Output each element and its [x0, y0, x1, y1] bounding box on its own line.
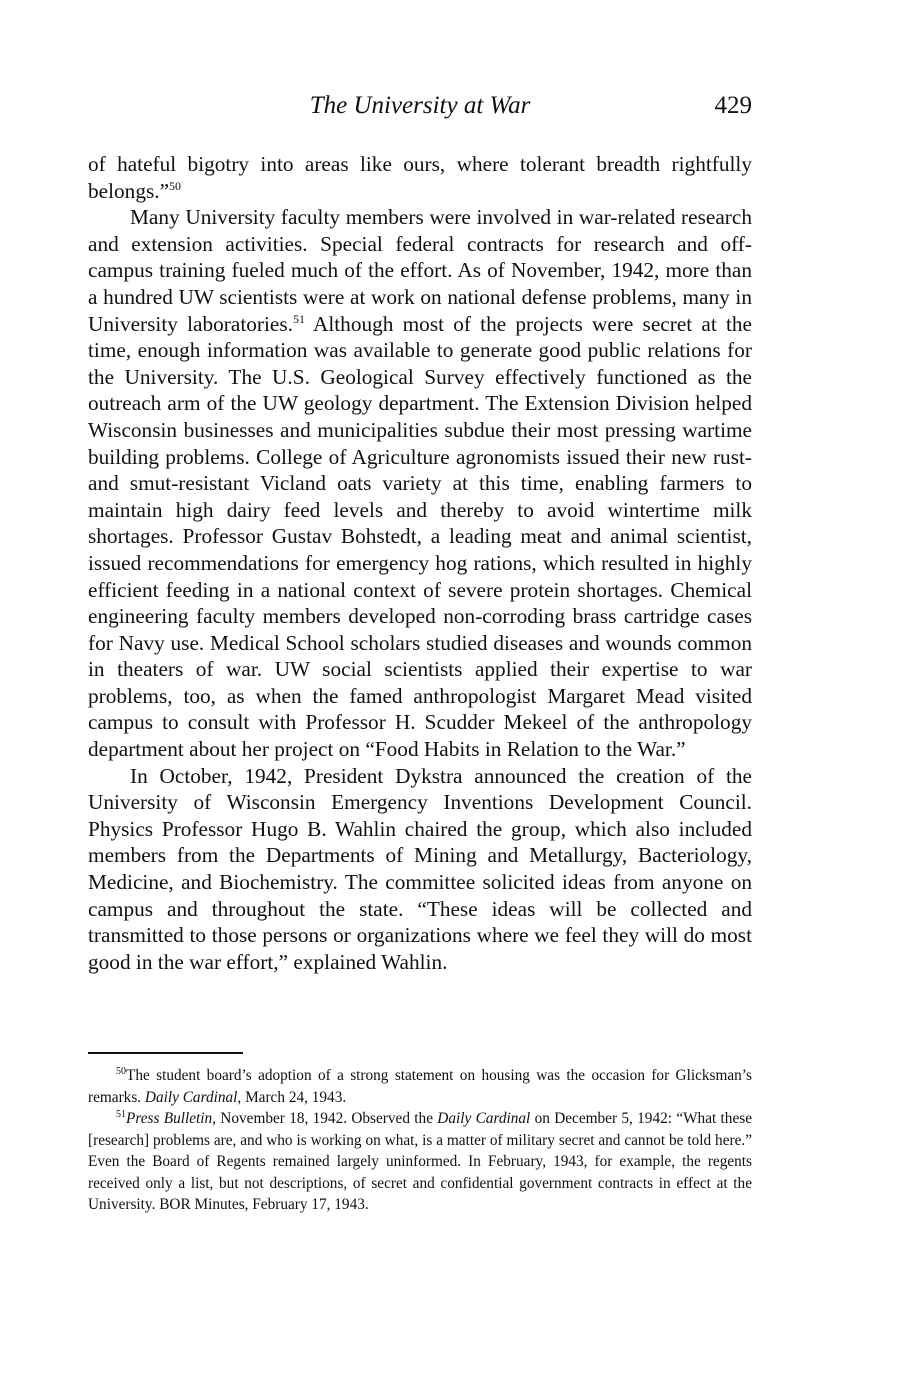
footnote-51-source-2: Daily Cardinal [437, 1110, 531, 1127]
page-number: 429 [714, 92, 752, 119]
paragraph-2 [88, 204, 752, 762]
footnote-50-source: Daily Cardinal [144, 1088, 238, 1106]
body-text [88, 151, 752, 975]
paragraph-3: In October, 1942, President Dykstra announced the creation of the University of Wisconsin Emergency Inventions Development Council. Physics Professor Hugo B. Wahlin chaired the group, which also included members from the Departments of Mining and Metallurgy, Bacteriology, Medicine, and Biochemistry. The committee solicited ideas from anyone on campus and throughout the state. “These ideas will be collected and transmitted to those persons or organizations where we feel they will do most good in the war effort,” explained Wahlin. [88, 763, 752, 974]
footnote-50 [88, 1065, 752, 1108]
running-title: The University at War [309, 92, 531, 119]
footnote-51 [88, 1108, 752, 1216]
footnote-50-text: The student board’s adoption of a strong statement on housing was the occasion for Glicksman’s remarks. [88, 1067, 752, 1106]
footnote-rule [88, 1052, 243, 1054]
paragraph-1-text: of hateful bigotry into areas like ours, where tolerant breadth rightfully belongs.” [88, 152, 752, 203]
footnote-ref-50: 50 [169, 178, 182, 193]
footnotes [88, 1065, 752, 1216]
running-header [88, 92, 752, 126]
paragraph-2-text-a: Many University faculty members were involved in war-related research and extension activities. Special federal contracts for research and off-campus training fueled much of the effort. As of November, 1942, more than a hundred UW scientists were at work on national defense problems, many in University laboratories. [88, 205, 752, 336]
paragraph-1 [88, 151, 752, 204]
footnote-51-number: 51 [116, 1109, 126, 1120]
footnote-50-tail: , March 24, 1943. [237, 1088, 347, 1106]
footnote-50-number: 50 [116, 1066, 126, 1077]
footnote-51-source-1: Press Bulletin [126, 1110, 213, 1127]
footnote-ref-51: 51 [292, 311, 305, 326]
paragraph-2-text-b: Although most of the projects were secret at the time, enough information was available to generate good public relations for the University. The U.S. Geological Survey effectively functioned as the outreach arm of the UW geology department. The Extension Division helped Wisconsin businesses and municipalities subdue their most pressing wartime building problems. College of Agriculture agronomists issued their new rust- and smut-resistant Vicland oats variety at this time, enabling farmers to maintain high dairy feed levels and thereby to avoid wintertime milk shortages. Professor Gustav Bohstedt, a leading meat and animal scientist, issued recommendations for emergency hog rations, which resulted in highly efficient feeding in a national context of severe protein shortages. Chemical engineering faculty members developed non-corroding brass cartridge cases for Navy use. Medical School scholars studied diseases and wounds common in theaters of war. UW social scientists applied their expertise to war problems, too, as when the famed anthropologist Margaret Mead visited campus to consult with Professor H. Scudder Mekeel of the anthropology department about her project on “Food Habits in Relation to the War.” [88, 311, 752, 762]
footnote-51-mid: , November 18, 1942. Observed the [212, 1110, 438, 1127]
footnote-51-tail: on December 5, 1942: “What these [research] problems are, and who is working on what, is a matter of military secret and cannot be told here.” Even the Board of Regents remained largely uninformed. In February, 1943, for example, the regents received only a list, but not descriptions, of secret and confidential government contracts in effect at the University. BOR Minutes, February 17, 1943. [88, 1110, 752, 1213]
